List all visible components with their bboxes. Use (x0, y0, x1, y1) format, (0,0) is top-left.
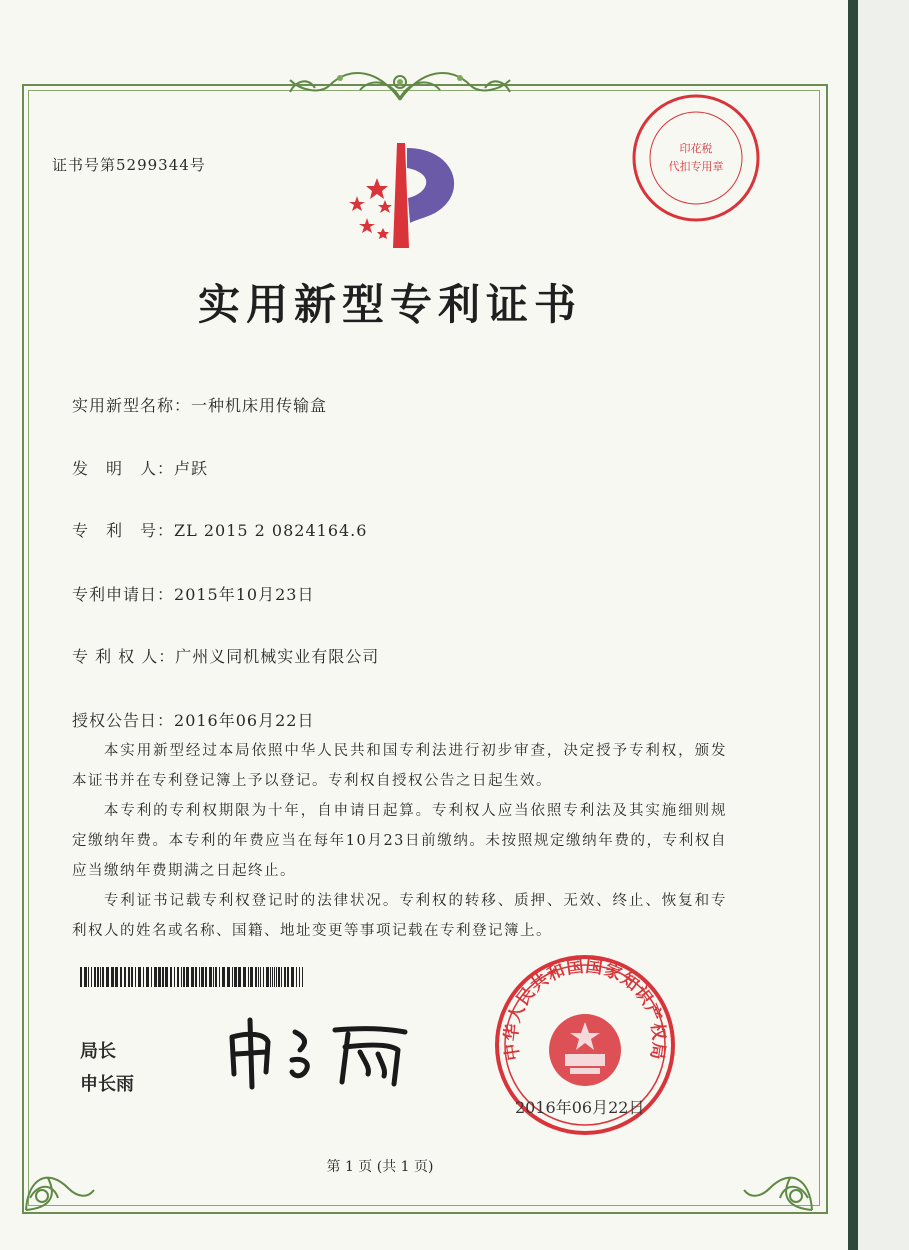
barcode-bar (158, 967, 161, 987)
barcode-bar (120, 967, 122, 987)
field-label: 专利申请日： (72, 585, 175, 604)
barcode-bar (209, 967, 212, 987)
barcode-bar (162, 967, 164, 987)
barcode-bar (274, 967, 275, 987)
field-label: 实用新型名称： (72, 396, 192, 415)
field-patent-number (72, 518, 367, 541)
barcode-bar (278, 967, 280, 987)
barcode-bar (102, 967, 104, 987)
barcode-bar (248, 967, 249, 987)
barcode-bar (181, 967, 182, 987)
svg-text:代扣专用章: 代扣专用章 (668, 160, 724, 173)
barcode-bar (299, 967, 300, 987)
barcode-bar (183, 967, 185, 987)
barcode-bar (250, 967, 253, 987)
barcode-bar (201, 967, 204, 987)
seal-date: 2016年06月22日 (515, 1098, 645, 1117)
body-paragraph: 专利证书记载专利权登记时的法律状况。专利权的转移、质押、无效、终止、恢复和专利权人的姓名或名称、国籍、地址变更等事项记载在专利登记簿上。 (72, 893, 727, 939)
barcode-bar (174, 967, 175, 987)
barcode-bar (186, 967, 189, 987)
scan-edge-border (848, 0, 858, 1250)
barcode-bar (124, 967, 126, 987)
barcode-bar (138, 967, 141, 987)
field-value: 一种机床用传输盒 (191, 396, 328, 415)
corner-ornament-bottom-left (18, 1138, 98, 1218)
barcode-bar (234, 967, 237, 987)
field-label: 发 明 人： (72, 459, 175, 478)
barcode-bar (100, 967, 101, 987)
barcode-bar (191, 967, 194, 987)
barcode-bar (263, 967, 264, 987)
barcode-bar (151, 967, 152, 987)
barcode-bar (243, 967, 246, 987)
barcode (80, 967, 306, 987)
barcode-bar (84, 967, 87, 987)
field-label: 专 利 号： (72, 521, 175, 540)
barcode-bar (199, 967, 200, 987)
certificate-title: 实用新型专利证书 (197, 280, 582, 329)
barcode-bar (232, 967, 233, 987)
barcode-bar (88, 967, 89, 987)
corner-ornament-bottom-right (740, 1138, 820, 1218)
barcode-bar (146, 967, 149, 987)
field-value: 卢跃 (174, 459, 209, 478)
barcode-bar (284, 967, 286, 987)
barcode-bar (143, 967, 144, 987)
barcode-bar (111, 967, 114, 987)
field-label: 授权公告日： (72, 711, 175, 730)
barcode-bar (154, 967, 157, 987)
barcode-bar (255, 967, 257, 987)
barcode-bar (222, 967, 225, 987)
barcode-bar (291, 967, 294, 987)
field-value: ZL 2015 2 0824164.6 (174, 521, 368, 540)
barcode-bar (177, 967, 179, 987)
barcode-bar (270, 967, 271, 987)
field-grant-date (72, 708, 314, 731)
field-value: 2016年06月22日 (174, 711, 315, 730)
barcode-bar (287, 967, 289, 987)
director-signature (220, 1012, 420, 1092)
patent-office-logo (335, 138, 475, 253)
page-footer: 第 1 页 (共 1 页) (326, 1159, 434, 1175)
barcode-bar (296, 967, 297, 987)
barcode-bar (115, 967, 118, 987)
field-value: 2015年10月23日 (174, 585, 315, 604)
barcode-bar (91, 967, 92, 987)
barcode-bar (227, 967, 230, 987)
body-paragraph: 本专利的专利权期限为十年，自申请日起算。专利权人应当依照专利法及其实施细则规定缴纳年费。本专利的年费应当在每年10月23日前缴纳。未按照规定缴纳年费的，专利权自应当缴纳年费期满之日起终止。 (72, 803, 727, 879)
certificate-body (72, 736, 727, 946)
barcode-bar (170, 967, 172, 987)
barcode-bar (80, 967, 82, 987)
top-ornament (270, 60, 530, 108)
barcode-bar (215, 967, 217, 987)
barcode-bar (281, 967, 282, 987)
svg-text:印花税: 印花税 (679, 142, 713, 155)
barcode-bar (302, 967, 303, 987)
field-value: 广州义同机械实业有限公司 (175, 647, 380, 666)
barcode-bar (260, 967, 261, 987)
field-application-date (72, 582, 314, 605)
certificate-number: 证书号第5299344号 (52, 156, 206, 174)
barcode-bar (258, 967, 259, 987)
seal-text: 中华人民共和国国家知识产权局 (501, 956, 669, 1062)
barcode-bar (165, 967, 168, 987)
barcode-bar (266, 967, 269, 987)
director-name: 申长雨 (80, 1074, 134, 1095)
barcode-bar (128, 967, 130, 987)
director-title: 局长 (80, 1041, 116, 1062)
barcode-bar (238, 967, 241, 987)
barcode-bar (131, 967, 133, 987)
barcode-bar (276, 967, 277, 987)
body-paragraph: 本实用新型经过本局依照中华人民共和国专利法进行初步审查，决定授予专利权，颁发本证书并在专利登记簿上予以登记。专利权自授权公告之日起生效。 (72, 743, 727, 789)
field-inventor (72, 456, 208, 479)
barcode-bar (272, 967, 273, 987)
field-utility-model-name (72, 393, 327, 416)
barcode-bar (195, 967, 197, 987)
tax-stamp-text (0, 0, 1, 1)
field-label: 专 利 权 人： (72, 647, 176, 666)
scan-edge (848, 0, 909, 1250)
barcode-bar (219, 967, 220, 987)
barcode-bar (135, 967, 136, 987)
barcode-bar (97, 967, 99, 987)
barcode-bar (94, 967, 96, 987)
tax-stamp (628, 90, 764, 226)
barcode-bar (106, 967, 109, 987)
barcode-bar (205, 967, 207, 987)
barcode-bar (213, 967, 214, 987)
field-patentee (72, 644, 379, 667)
